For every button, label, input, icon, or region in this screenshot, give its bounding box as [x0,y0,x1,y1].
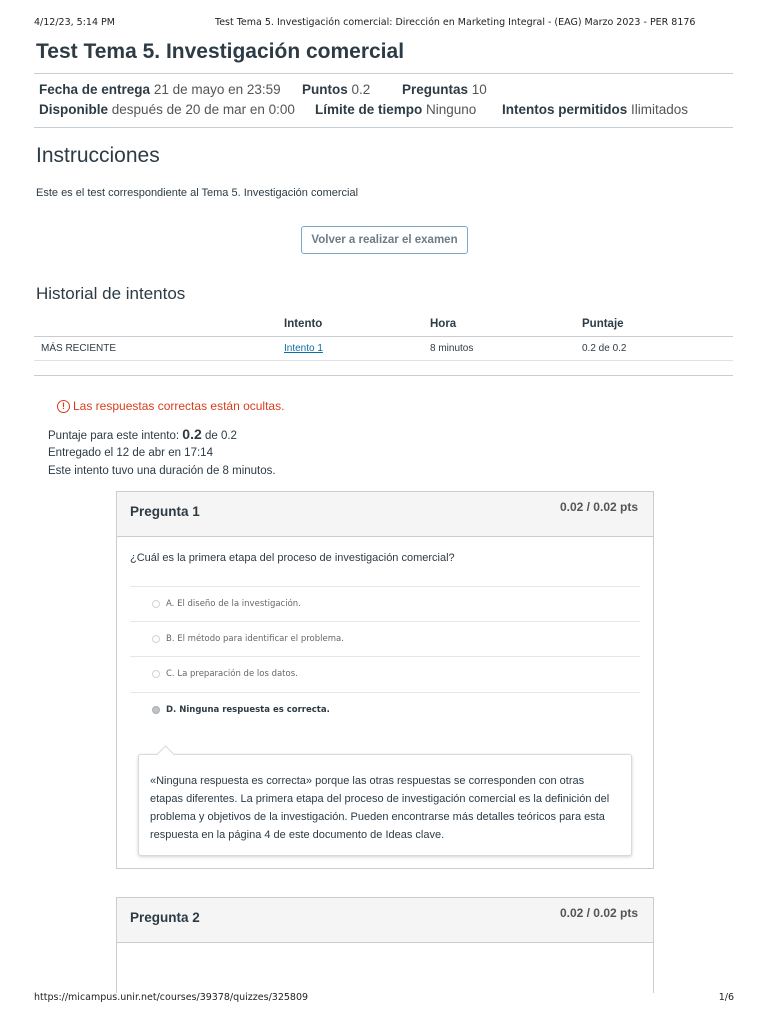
due-value: 21 de mayo en 23:59 [153,82,281,97]
print-page-number: 1/6 [718,992,734,1003]
attempt-score: 0.2 de 0.2 [582,343,627,354]
questions-label: Preguntas [402,82,469,97]
questions-count [402,82,487,97]
attempt-link[interactable]: Intento 1 [284,343,323,354]
instructions-heading: Instrucciones [36,144,160,167]
question-header [117,898,653,943]
submitted-line: Entregado el 12 de abr en 17:14 [48,447,213,459]
due-date [39,82,281,97]
points-value: 0.2 [351,82,371,97]
divider [34,360,733,361]
answer-option[interactable] [130,621,640,656]
feedback-caret [156,745,174,763]
question-card [116,897,654,993]
print-doc-title: Test Tema 5. Investigación comercial: Dirección en Marketing Integral - (EAG) Marzo 2023 - PER 8176 [215,17,696,28]
col-header-attempt: Intento [284,318,323,330]
questions-value: 10 [471,82,487,97]
question-card [116,491,654,869]
duration-line: Este intento tuvo una duración de 8 minutos. [48,465,276,477]
due-label: Fecha de entrega [39,82,151,97]
answer-option[interactable] [130,656,640,691]
available-label: Disponible [39,102,109,117]
question-name: Pregunta 1 [130,504,200,519]
divider [34,375,733,376]
instructions-text: Este es el test correspondiente al Tema 5. Investigación comercial [36,187,359,199]
quiz-title: Test Tema 5. Investigación comercial [36,40,405,63]
warning-text: Las respuestas correctas están ocultas. [73,399,285,413]
time-limit-value: Ninguno [426,102,477,117]
allowed-attempts [502,102,688,117]
answer-option-selected[interactable] [130,692,640,727]
time-limit-label: Límite de tiempo [315,102,423,117]
print-url: https://micampus.unir.net/courses/39378/quizzes/325809 [34,992,309,1003]
radio-button-selected[interactable] [152,706,160,714]
answer-label: C. La preparación de los datos. [166,669,298,679]
score-prefix: Puntaje para este intento: [48,430,180,442]
question-name: Pregunta 2 [130,910,200,925]
history-heading: Historial de intentos [36,284,186,303]
points [302,82,370,97]
radio-button[interactable] [152,600,160,608]
attempt-time: 8 minutos [430,343,474,354]
answer-feedback [138,754,632,856]
score-value: 0.2 [182,426,202,442]
attempts-value: Ilimitados [631,102,689,117]
available-from [39,102,295,117]
row-label: MÁS RECIENTE [41,343,117,354]
feedback-text: «Ninguna respuesta es correcta» porque las otras respuestas se corresponden con otras etapas diferentes. La primera etapa del proceso de investigación comercial es la definición del problema y objetivos de la investigación. Pueden encontrarse más detalles teóricos para esta respuesta en la página 4 de este documento de Ideas clave. [150,775,610,841]
radio-button[interactable] [152,635,160,643]
radio-button[interactable] [152,670,160,678]
question-text: ¿Cuál es la primera etapa del proceso de investigación comercial? [130,552,455,564]
print-date: 4/12/23, 5:14 PM [34,17,115,28]
attempt-score-line [48,426,237,442]
question-points: 0.02 / 0.02 pts [559,906,638,920]
answer-option[interactable] [130,586,640,621]
divider [34,127,733,128]
available-value: después de 20 de mar en 0:00 [111,102,295,117]
score-suffix: de 0.2 [204,430,237,442]
attempts-label: Intentos permitidos [502,102,628,117]
answer-label: D. Ninguna respuesta es correcta. [166,705,330,715]
table-header-rule [34,336,733,337]
points-label: Puntos [302,82,348,97]
question-header [117,492,653,537]
print-header [0,17,768,31]
warning-icon: ! [57,400,70,413]
answer-label: B. El método para identificar el problema. [166,634,344,644]
time-limit [315,102,476,117]
col-header-time: Hora [430,318,457,330]
divider [34,73,733,74]
col-header-score: Puntaje [582,318,624,330]
question-points: 0.02 / 0.02 pts [559,500,638,514]
answer-label: A. El diseño de la investigación. [166,599,301,609]
hidden-answers-warning [57,399,284,413]
retake-quiz-button[interactable]: Volver a realizar el examen [301,226,468,254]
